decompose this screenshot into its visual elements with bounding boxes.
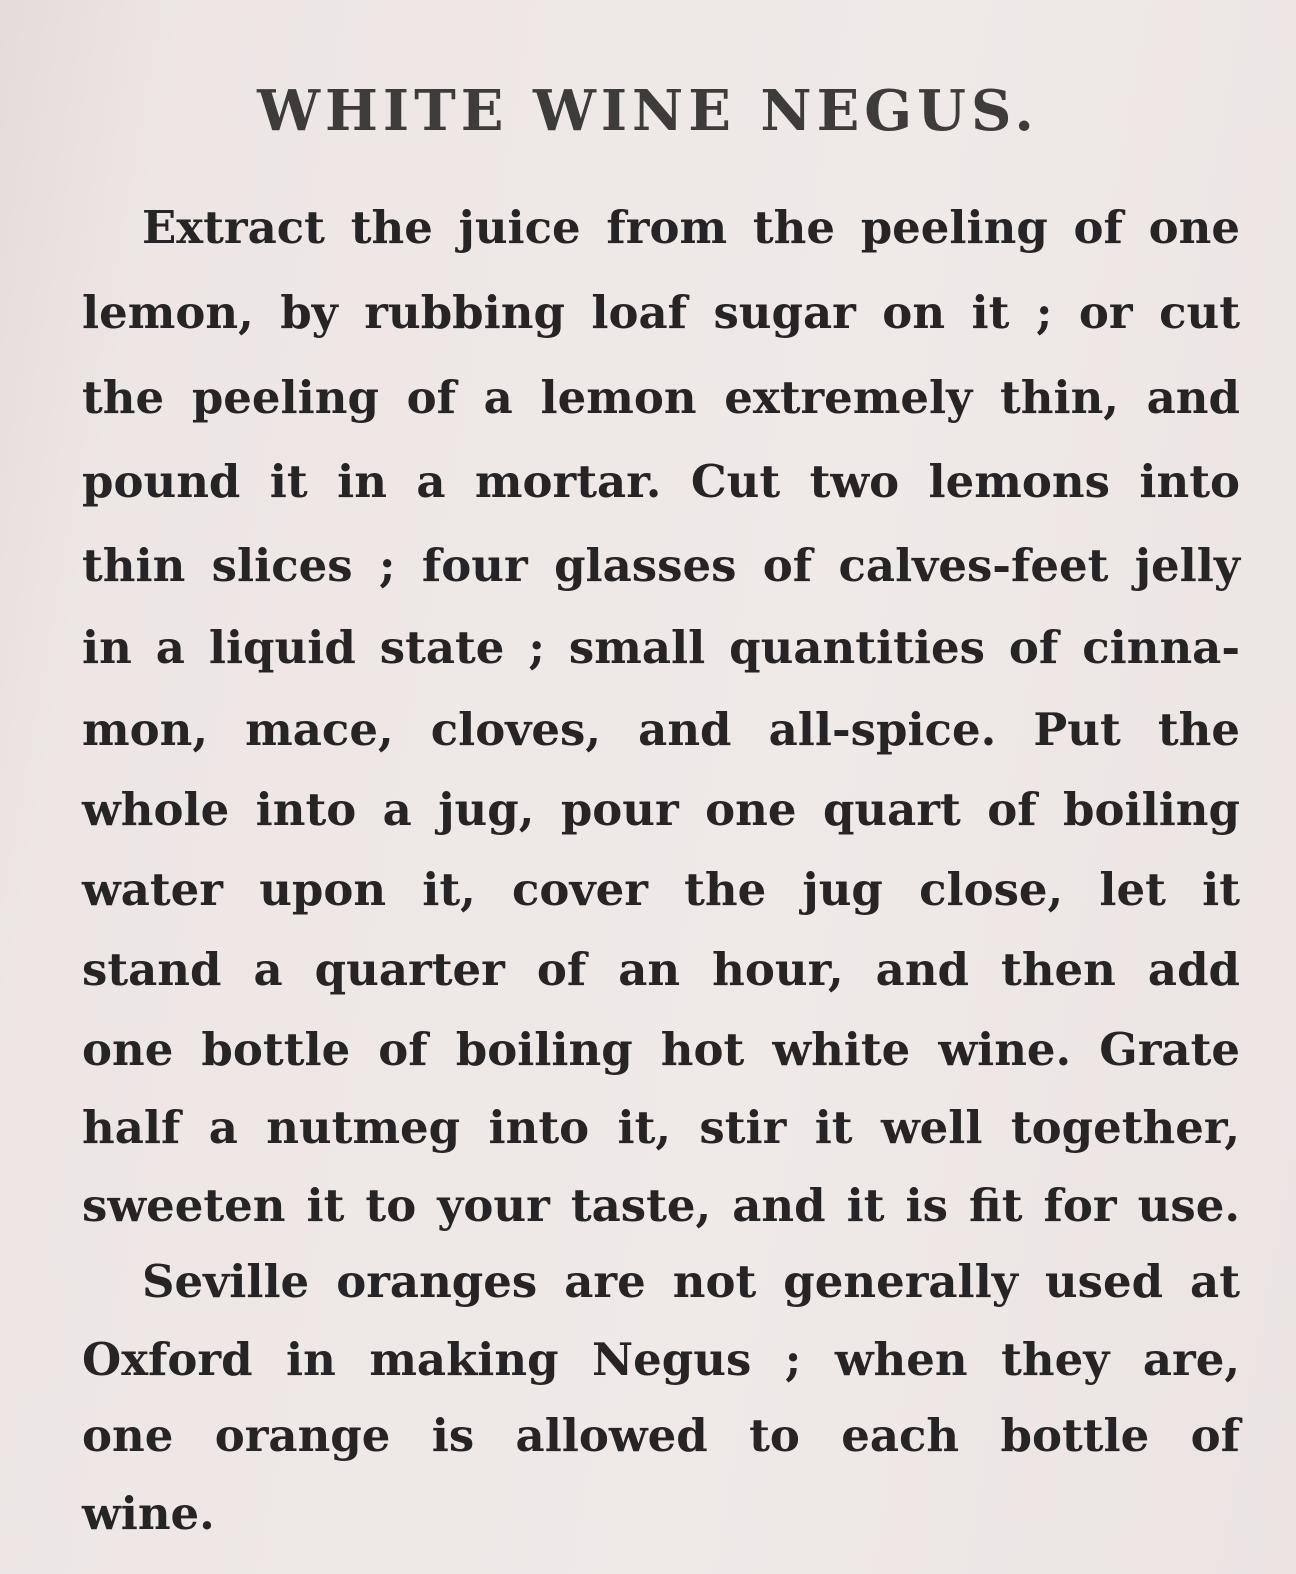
text-line: mon, mace, cloves, and all-spice. Put the	[82, 703, 1240, 756]
text-line: lemon, by rubbing loaf sugar on it ; or cut	[82, 286, 1240, 339]
text-line: Extract the juice from the peeling of one	[142, 201, 1240, 254]
text-line: one bottle of boiling hot white wine. Grate	[82, 1023, 1240, 1076]
text-line: in a liquid state ; small quantities of cinna-	[82, 621, 1240, 674]
text-line: Seville oranges are not generally used at	[142, 1255, 1240, 1308]
text-line: Oxford in making Negus ; when they are,	[82, 1333, 1240, 1386]
text-line: the peeling of a lemon extremely thin, and	[82, 371, 1240, 424]
text-line: one orange is allowed to each bottle of	[82, 1409, 1240, 1462]
text-line: pound it in a mortar. Cut two lemons into	[82, 455, 1240, 508]
text-line: thin slices ; four glasses of calves-feet jelly	[82, 539, 1240, 592]
text-line: water upon it, cover the jug close, let it	[82, 863, 1240, 916]
text-line: wine.	[82, 1487, 215, 1540]
recipe-title: WHITE WINE NEGUS.	[257, 78, 1039, 144]
text-line: stand a quarter of an hour, and then add	[82, 943, 1240, 996]
text-line: whole into a jug, pour one quart of boiling	[82, 783, 1240, 836]
text-line: half a nutmeg into it, stir it well together,	[82, 1101, 1240, 1154]
text-line: sweeten it to your taste, and it is fit for use.	[82, 1179, 1240, 1232]
